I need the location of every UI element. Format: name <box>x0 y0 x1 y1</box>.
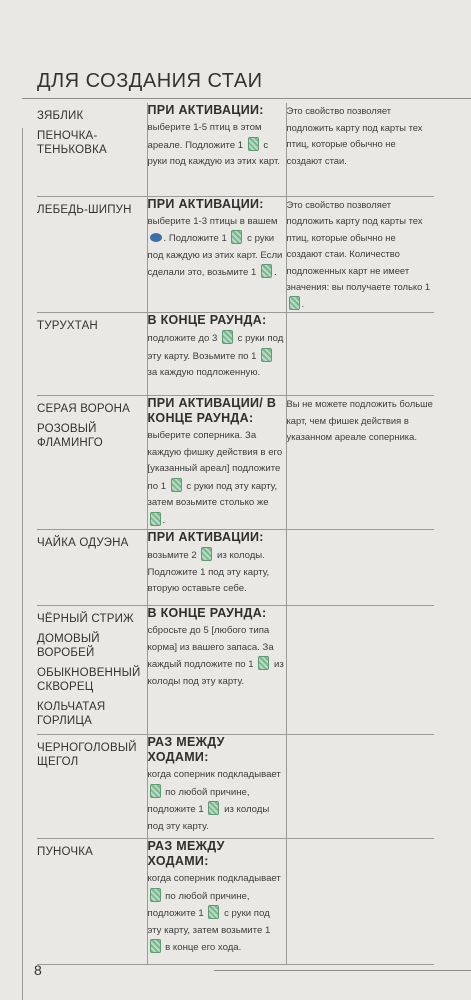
bird-name: ОБЫКНОВЕННЫЙ СКВОРЕЦ <box>37 667 141 693</box>
bird-name: КОЛЬЧАТАЯ ГОРЛИЦА <box>37 701 106 727</box>
card-icon <box>150 512 161 526</box>
note-cell <box>286 735 434 839</box>
power-title: ПРИ АКТИВАЦИИ: <box>147 103 264 117</box>
footer-rule <box>214 970 471 971</box>
power-cell <box>147 530 286 606</box>
power-cell <box>147 396 286 530</box>
page-number: 8 <box>34 962 42 978</box>
text-segment: за каждую подложенную. <box>147 367 261 378</box>
text-segment: когда соперник подкладывает <box>147 769 281 780</box>
power-cell <box>147 839 286 965</box>
note-cell <box>286 606 434 735</box>
power-text <box>148 214 286 282</box>
note-text <box>287 197 435 313</box>
bird-name: ЗЯБЛИК <box>37 110 84 122</box>
power-title: ПРИ АКТИВАЦИИ: <box>147 196 264 211</box>
text-segment: . <box>301 297 305 309</box>
card-icon <box>231 230 242 244</box>
text-segment: сбросьте до 5 [любого типа корма] из вашего запаса. За каждый подложите по 1 <box>147 625 274 670</box>
power-cell <box>147 196 286 313</box>
card-icon <box>261 348 272 362</box>
text-segment: с руки под каждую из этих карт. <box>147 139 280 167</box>
note-text: Вы не можете подложить больше карт, чем фишек действия в указанном ареале соперника. <box>286 398 433 442</box>
bird-names-cell <box>37 396 147 530</box>
card-icon <box>150 939 161 953</box>
power-text <box>148 623 286 690</box>
bird-names-cell <box>37 196 147 313</box>
left-margin-rule <box>22 128 23 1000</box>
text-segment: выберите 1-5 птиц в этом ареале. Подложите 1 <box>147 122 262 151</box>
text-segment: . <box>273 267 277 278</box>
card-icon <box>222 330 233 344</box>
text-segment: возьмите 2 <box>147 550 200 561</box>
power-text <box>148 120 286 171</box>
text-segment: подложите до 3 <box>147 333 221 344</box>
bird-row <box>37 530 434 606</box>
bird-names-cell <box>37 839 147 965</box>
power-cell <box>147 313 286 396</box>
text-segment: выберите соперника. За каждую фишку действия в его [указанный ареал] подложите по 1 <box>147 430 283 492</box>
power-text <box>148 428 286 529</box>
text-segment: с руки под эту карту, затем возьмите 1 <box>147 908 271 936</box>
power-text <box>148 871 286 957</box>
bird-name: ЧЁРНЫЙ СТРИЖ <box>37 613 134 625</box>
card-icon <box>150 784 161 798</box>
card-icon <box>289 296 300 310</box>
power-title: В КОНЦЕ РАУНДА: <box>147 313 267 327</box>
bird-names-cell <box>37 530 147 606</box>
bird-row <box>37 313 434 396</box>
bird-name: РОЗОВЫЙ ФЛАМИНГО <box>37 423 103 449</box>
text-segment: из колоды под эту карту. <box>147 659 284 687</box>
power-cell <box>147 606 286 735</box>
power-title: ПРИ АКТИВАЦИИ/ В КОНЦЕ РАУНДА: <box>147 396 277 425</box>
text-segment: по любой причине, подложите 1 <box>147 890 250 919</box>
card-icon <box>201 547 212 561</box>
bird-name: ПУНОЧКА <box>37 846 94 858</box>
bird-row <box>37 396 434 530</box>
text-segment: из колоды под эту карту. <box>147 804 270 832</box>
power-cell <box>147 103 286 196</box>
text-segment: . Подложите 1 <box>163 233 230 244</box>
text-segment: Это свойство позволяет подложить карту под карты тех птиц, которые обычно не создают стаи. Количество подложенных карт не имеет значения: вы получаете только 1 <box>286 198 431 292</box>
bird-row <box>37 735 434 839</box>
card-icon <box>248 137 259 151</box>
bird-power-table <box>37 103 434 965</box>
power-title: РАЗ МЕЖДУ ХОДАМИ: <box>147 735 225 764</box>
text-segment: с руки под каждую из этих карт. Если сделали это, возьмите 1 <box>147 233 283 278</box>
card-icon <box>150 888 161 902</box>
card-icon <box>208 905 219 919</box>
card-icon <box>261 264 272 278</box>
text-segment: с руки под эту карту, затем возьмите столько же <box>147 480 278 508</box>
power-title: ПРИ АКТИВАЦИИ: <box>147 530 264 544</box>
text-segment: когда соперник подкладывает <box>147 873 281 884</box>
bird-row <box>37 606 434 735</box>
card-icon <box>171 478 182 492</box>
power-text <box>148 767 286 835</box>
bird-names-cell <box>37 735 147 839</box>
bird-names-cell <box>37 103 147 196</box>
text-segment: с руки под эту карту. Возьмите по 1 <box>147 333 284 362</box>
bird-name: ПЕНОЧКА-ТЕНЬКОВКА <box>37 130 107 156</box>
bird-name: ЧАЙКА ОДУЭНА <box>37 537 129 549</box>
bird-name: СЕРАЯ ВОРОНА <box>37 403 131 415</box>
bird-name: ЛЕБЕДЬ-ШИПУН <box>37 203 132 216</box>
power-title: РАЗ МЕЖДУ ХОДАМИ: <box>147 839 225 868</box>
bird-name: ТУРУХТАН <box>37 320 98 332</box>
power-text <box>148 547 286 598</box>
bird-row <box>37 103 434 196</box>
power-text <box>148 330 286 382</box>
bird-names-cell <box>37 313 147 396</box>
text-segment: выберите 1-3 птицы в вашем <box>147 215 278 227</box>
title-divider <box>22 98 471 99</box>
power-cell <box>147 735 286 839</box>
card-icon <box>258 656 269 670</box>
bird-row <box>37 839 434 965</box>
note-text: Это свойство позволяет подложить карту под карты тех птиц, которые обычно не создают стаи. <box>286 105 423 166</box>
note-cell <box>286 530 434 606</box>
bird-name: ДОМОВЫЙ ВОРОБЕЙ <box>37 633 100 659</box>
bird-names-cell <box>37 606 147 735</box>
power-title: В КОНЦЕ РАУНДА: <box>147 606 267 620</box>
note-cell <box>286 196 434 313</box>
bird-name: ЧЕРНОГОЛОВЫЙ ЩЕГОЛ <box>37 742 137 768</box>
text-segment: по любой причине, подложите 1 <box>147 786 250 815</box>
note-cell <box>286 396 434 530</box>
section-title: ДЛЯ СОЗДАНИЯ СТАИ <box>37 70 263 92</box>
text-segment: из колоды. Подложите 1 под эту карту, вторую оставьте себе. <box>147 550 270 594</box>
note-cell <box>286 839 434 965</box>
text-segment: в конце его хода. <box>162 942 242 953</box>
bird-row <box>37 196 434 313</box>
text-segment: . <box>162 514 166 526</box>
card-icon <box>208 801 219 815</box>
note-cell <box>286 103 434 196</box>
habitat-icon <box>150 233 162 242</box>
note-cell <box>286 313 434 396</box>
